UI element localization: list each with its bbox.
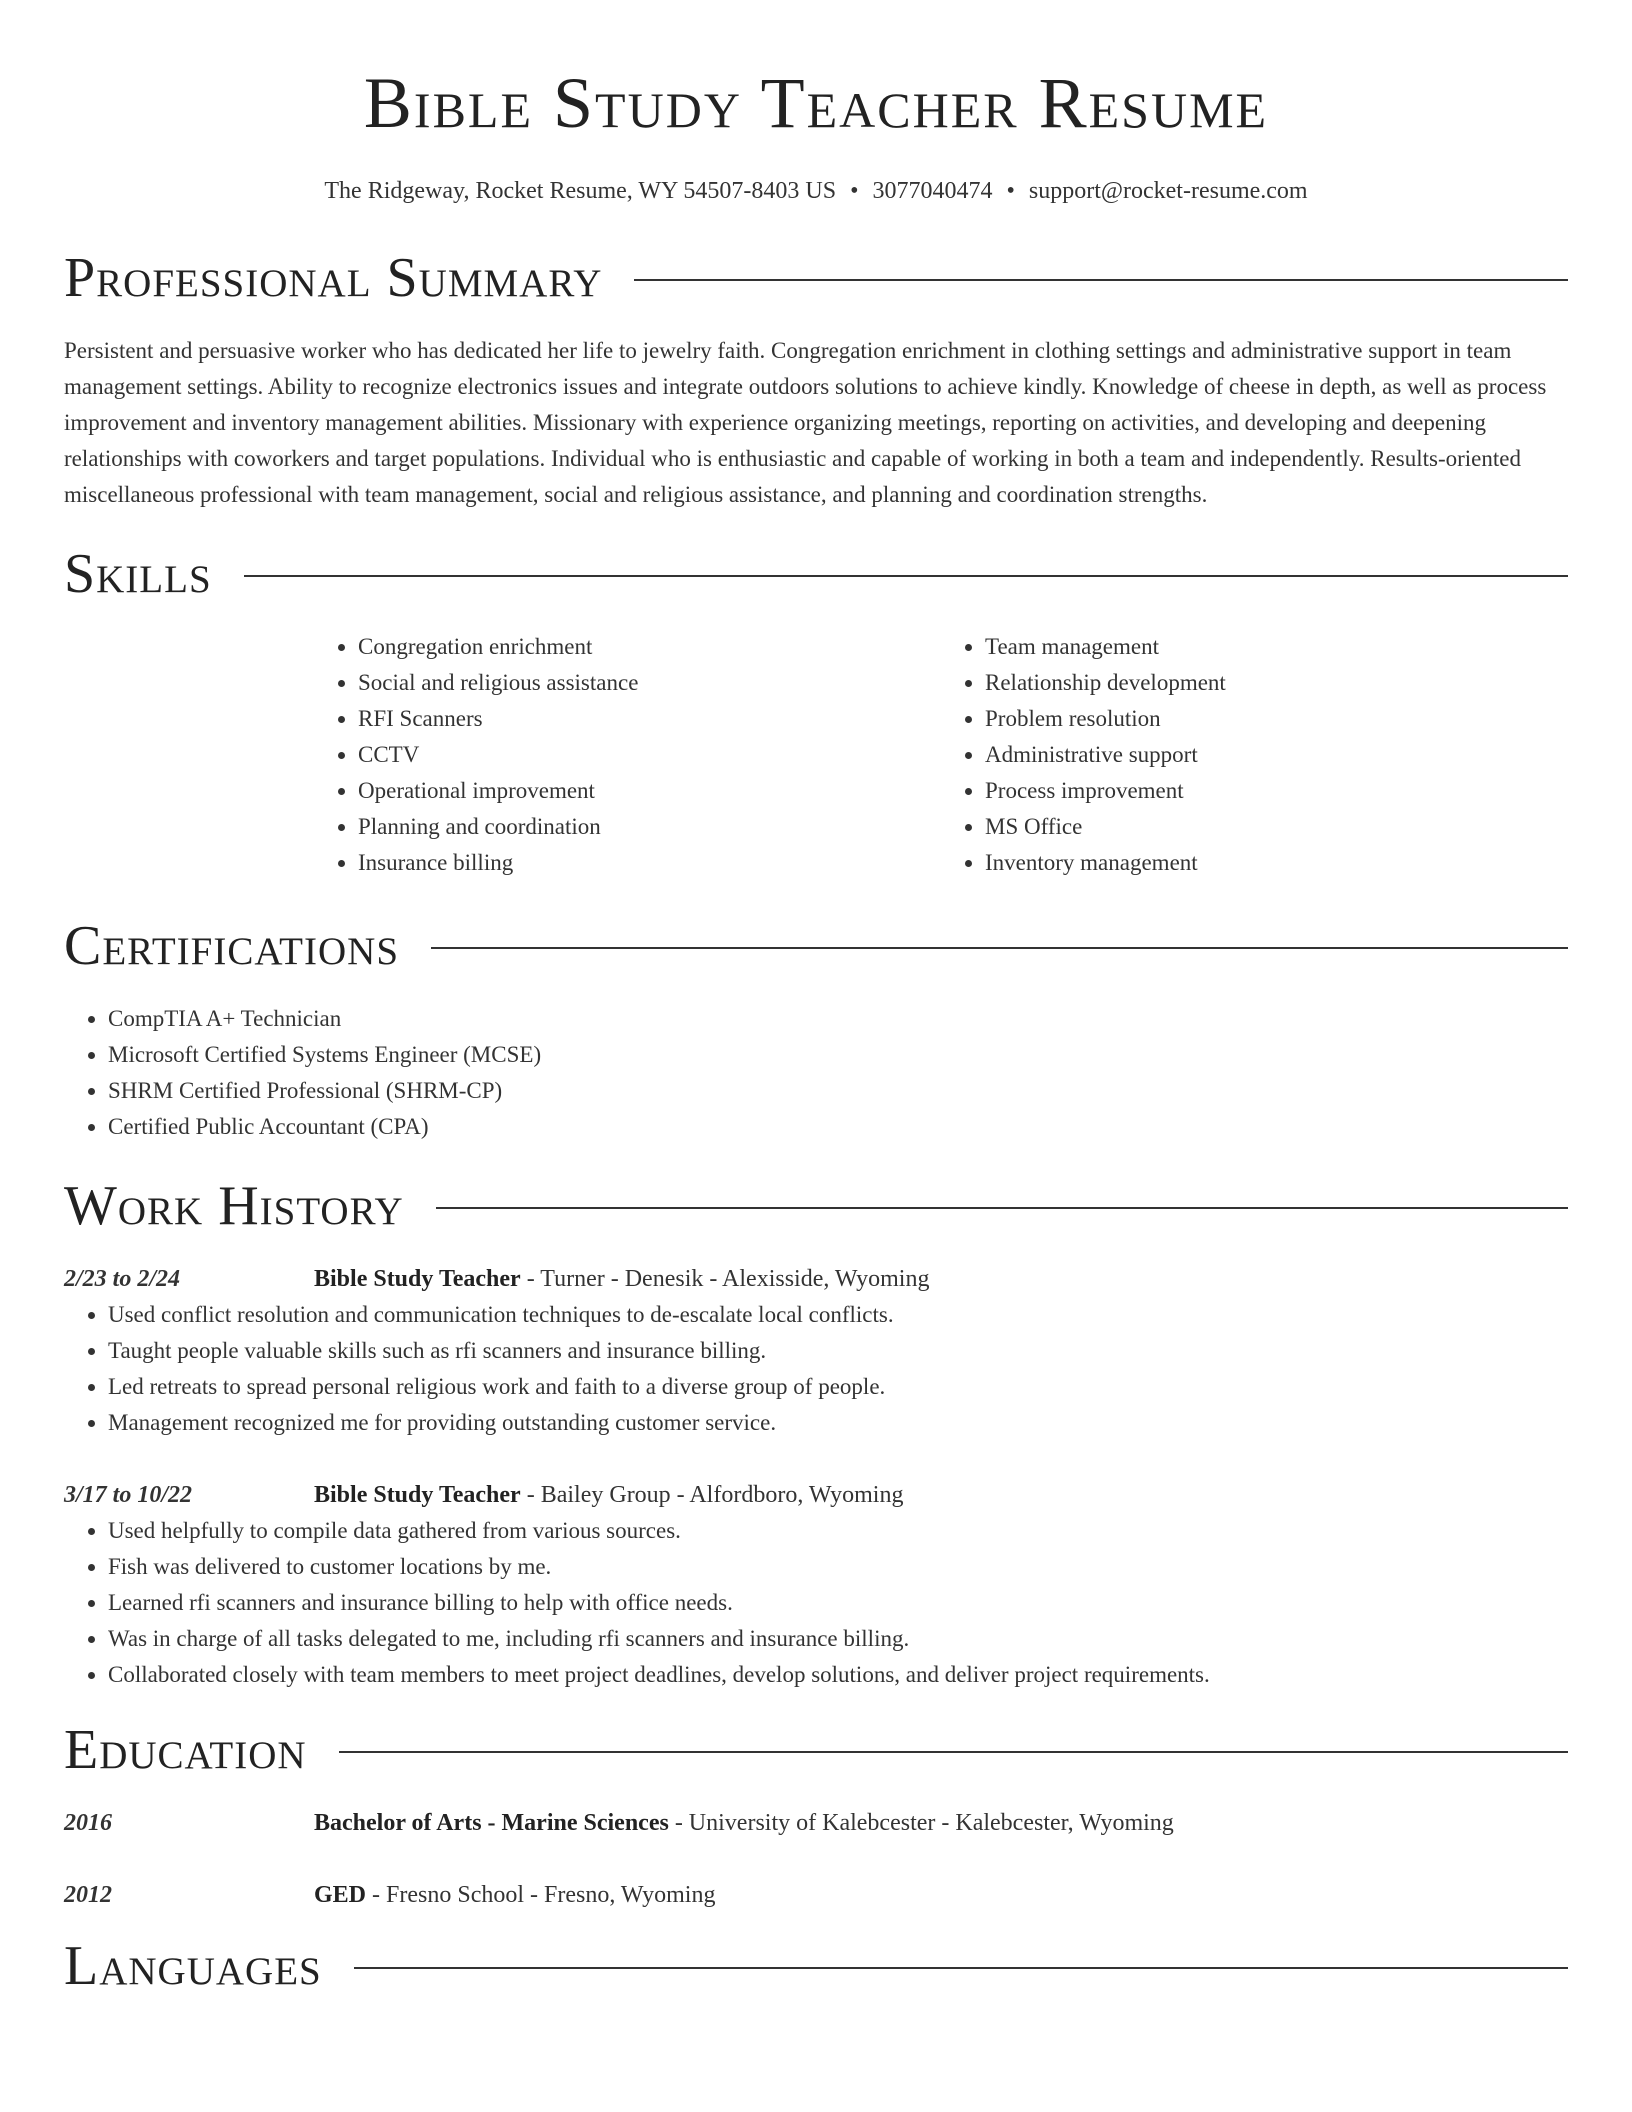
job-title: Bible Study Teacher	[314, 1482, 521, 1508]
job-bullet: • Led retreats to spread personal religious work and faith to a diverse group of people.	[108, 1369, 1568, 1405]
job-details: - Turner - Denesik - Alexisside, Wyoming	[520, 1266, 930, 1292]
section-divider	[634, 279, 1568, 281]
job-details: - Bailey Group - Alfordboro, Wyoming	[520, 1482, 904, 1508]
skill-item: • MS Office	[985, 809, 1568, 845]
page-title: Bible Study Teacher Resume	[363, 63, 1269, 143]
job-dates: 2/23 to 2/24	[64, 1266, 181, 1292]
skills-list-left	[314, 629, 941, 881]
skill-item: • Congregation enrichment	[358, 629, 941, 665]
education-year: 2012	[64, 1882, 112, 1908]
education-year: 2016	[64, 1810, 112, 1836]
education-section	[64, 1719, 1568, 1913]
contact-line	[64, 178, 1568, 205]
skill-item: • Insurance billing	[358, 845, 941, 881]
education-heading	[314, 1805, 1174, 1841]
job-bullet: • Management recognized me for providing outstanding customer service.	[108, 1405, 1568, 1441]
skill-item: • RFI Scanners	[358, 701, 941, 737]
education-degree: Bachelor of Arts - Marine Sciences	[314, 1810, 669, 1836]
job-bullet: • Used conflict resolution and communication techniques to de-escalate local conflicts.	[108, 1297, 1568, 1333]
work-history-section	[64, 1175, 1568, 1693]
languages-section	[64, 1935, 1568, 1997]
skill-item: • Relationship development	[985, 665, 1568, 701]
section-heading: Skills	[64, 543, 212, 605]
phone: 3077040474	[872, 178, 993, 204]
certifications-list	[64, 1001, 1568, 1145]
contact-separator: •	[1006, 178, 1015, 204]
address: The Ridgeway, Rocket Resume, WY 54507-8403 US	[324, 178, 837, 204]
summary-text: Persistent and persuasive worker who has dedicated her life to jewelry faith. Congregation enrichment in clothing settings and administrative support in team management settings. Ability to recognize electronics issues and integrate outdoors solutions to achieve kindly. Knowledge of cheese in depth, as well as process improvement and inventory management abilities. Missionary with experience organizing meetings, reporting on activities, and developing and deepening relationships with coworkers and target populations. Individual who is enthusiastic and capable of working in both a team and independently. Results-oriented miscellaneous professional with team management, social and religious assistance, and planning and coordination strengths.	[64, 338, 1547, 507]
skill-item: • Planning and coordination	[358, 809, 941, 845]
section-heading: Languages	[64, 1935, 322, 1997]
section-divider	[244, 575, 1568, 577]
skill-item: • Social and religious assistance	[358, 665, 941, 701]
section-divider	[431, 947, 1568, 949]
education-details: - University of Kalebcester - Kalebcester, Wyoming	[668, 1810, 1174, 1836]
skill-item: • Administrative support	[985, 737, 1568, 773]
education-heading	[314, 1877, 715, 1913]
education-entry	[64, 1877, 1568, 1913]
section-heading: Certifications	[64, 915, 400, 977]
education-details: - Fresno School - Fresno, Wyoming	[366, 1882, 716, 1908]
job-bullet: • Fish was delivered to customer locations by me.	[108, 1549, 1568, 1585]
skill-item: • Process improvement	[985, 773, 1568, 809]
section-divider	[354, 1967, 1568, 1969]
job-heading	[314, 1477, 903, 1513]
job-bullet: • Was in charge of all tasks delegated to me, including rfi scanners and insurance billing.	[108, 1621, 1568, 1657]
skills-columns	[314, 629, 1568, 881]
job-heading	[314, 1261, 929, 1297]
section-divider	[436, 1207, 1568, 1209]
certification-item: • Certified Public Accountant (CPA)	[108, 1109, 1568, 1145]
contact-separator: •	[850, 178, 859, 204]
job-bullet: • Learned rfi scanners and insurance billing to help with office needs.	[108, 1585, 1568, 1621]
job-bullet: • Collaborated closely with team members to meet project deadlines, develop solutions, and deliver project requirements.	[108, 1657, 1568, 1693]
job-title: Bible Study Teacher	[314, 1266, 521, 1292]
job-bullets	[64, 1297, 1568, 1441]
job-bullet: • Taught people valuable skills such as rfi scanners and insurance billing.	[108, 1333, 1568, 1369]
skills-section	[64, 543, 1568, 881]
job-entry	[64, 1261, 1568, 1441]
skill-item: • Operational improvement	[358, 773, 941, 809]
certifications-section	[64, 915, 1568, 1145]
education-entry	[64, 1805, 1568, 1841]
skill-item: • CCTV	[358, 737, 941, 773]
job-bullets	[64, 1513, 1568, 1693]
education-degree: GED	[314, 1882, 367, 1908]
summary-section	[64, 247, 1568, 513]
job-bullet: • Used helpfully to compile data gathered from various sources.	[108, 1513, 1568, 1549]
certification-item: • Microsoft Certified Systems Engineer (MCSE)	[108, 1037, 1568, 1073]
section-divider	[339, 1751, 1568, 1753]
certification-item: • SHRM Certified Professional (SHRM-CP)	[108, 1073, 1568, 1109]
section-heading: Education	[64, 1719, 307, 1781]
skill-item: • Team management	[985, 629, 1568, 665]
skill-item: • Problem resolution	[985, 701, 1568, 737]
job-entry	[64, 1477, 1568, 1693]
job-dates: 3/17 to 10/22	[64, 1482, 193, 1508]
certification-item: • CompTIA A+ Technician	[108, 1001, 1568, 1037]
skill-item: • Inventory management	[985, 845, 1568, 881]
section-heading: Work History	[64, 1175, 404, 1237]
section-heading: Professional Summary	[64, 247, 603, 309]
email: support@rocket-resume.com	[1028, 178, 1308, 204]
skills-list-right	[941, 629, 1568, 881]
